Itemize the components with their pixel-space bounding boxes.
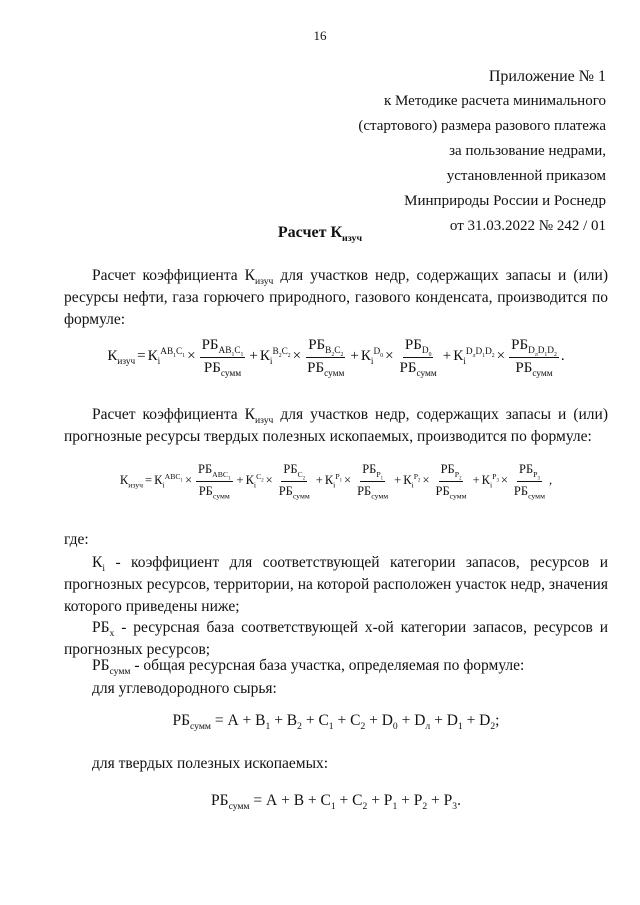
solid-label: для твердых полезных ископаемых:: [92, 755, 329, 772]
formula-rhs: = $А + В_1 + В_2 + С_1 + С_2 + D_0 + D_л + D_1 + D_2$;: [211, 712, 500, 733]
appendix-line: установленной приказом: [446, 168, 606, 184]
where-label: где:: [64, 531, 89, 548]
hydrocarbon-label: для углеводородного сырья:: [92, 680, 277, 697]
appendix-line: Минприроды России и Роснедр: [404, 193, 606, 209]
definition-ki: [64, 552, 608, 618]
appendix-line: к Методике расчета минимального: [384, 93, 606, 109]
appendix-line: (стартового) размера разового платежа: [358, 118, 606, 134]
para-text: Расчет коэффициента К: [92, 406, 256, 423]
formula-row: $К_{изуч}$ = $К_i^{ABC_1}$ × $\frac{РБ_{ABC_1}}{РБ_{сумм}}$ + $К_i^{C_2}$ × $\frac{РБ_{C_2}}{РБ_{сумм}}$ + $К_i^{P_1}$ × $\frac{РБ_{P_1}}{РБ_{сумм}}$ + $К_i^{P_2}$ × $\frac{РБ_{P_2}}{РБ_{сумм}}$ + $К_i^{P_3}$ × $\frac{РБ_{P_3}}{РБ_{сумм}}$ ,: [119, 462, 553, 501]
appendix-block: [358, 64, 606, 239]
formula-rbsum-hydrocarbon: [64, 712, 608, 733]
para-text: для участков недр, содержащих запасы и (или) ресурсы нефти, газа горючего природного, газового конденсата, производится по формуле:: [64, 267, 608, 328]
def-text: - общая ресурсная база участка, определяемая по формуле:: [130, 657, 525, 674]
formula-k-hydrocarbon: [64, 337, 608, 377]
appendix-line: от 31.03.2022 № 242 / 01: [449, 218, 606, 234]
formula-lhs-sub: сумм: [228, 801, 250, 813]
heading-text: Расчет К: [277, 224, 343, 241]
section-heading: [0, 224, 640, 245]
def-symbol: К: [92, 554, 103, 571]
formula-rbsum-solid: [64, 792, 608, 813]
def-subscript: i: [102, 563, 106, 575]
formula-rhs: = $А + В + С_1 + С_2 + Р_1 + Р_2 + Р_3$.: [249, 792, 461, 813]
formula-k-solid: [64, 462, 608, 499]
formula-lhs-sub: сумм: [190, 721, 211, 733]
page-number: 16: [313, 28, 327, 43]
para-subscript: изуч: [255, 276, 274, 288]
def-subscript: сумм: [109, 666, 131, 678]
formula-lhs: РБ: [211, 792, 229, 809]
heading-subscript: изуч: [342, 233, 363, 245]
def-symbol: РБ: [92, 657, 110, 674]
para-text: для участков недр, содержащих запасы и (или) прогнозные ресурсы твердых полезных ископаемых, производится по формуле:: [64, 406, 608, 445]
para-text: Расчет коэффициента К: [92, 267, 256, 284]
intro-paragraph-oil-gas: [64, 265, 608, 331]
appendix-line: Приложение № 1: [488, 68, 606, 85]
para-subscript: изуч: [255, 415, 274, 427]
def-subscript: х: [109, 628, 115, 640]
formula-row: $К_{изуч}$ = $К_i^{AB_1C_1}$ × $\frac{РБ_{AB_1C_1}}{РБ_{сумм}}$ + $К_i^{B_2C_2}$ × $\frac{РБ_{B_2C_2}}{РБ_{сумм}}$ + $К_i^{D_0}$ × $\frac{РБ_{D_0}}{РБ_{сумм}}$ + $К_i^{D_лD_1D_2}$ × $\frac{РБ_{D_лD_1D_2}}{РБ_{сумм}}$ .: [107, 337, 565, 379]
formula-lhs: РБ: [172, 712, 191, 729]
def-symbol: РБ: [92, 619, 110, 636]
intro-paragraph-solid: [64, 404, 608, 448]
appendix-line: за пользование недрами,: [449, 143, 606, 159]
definition-rbsum: [64, 655, 608, 677]
def-text: - ресурсная база соответствующей х-ой категории запасов, ресурсов и прогнозных ресурсов;: [64, 619, 608, 658]
def-text: - коэффициент для соответствующей категории запасов, ресурсов и прогнозных ресурсов, территории, на которой расположен участок недр, значения которого приведены ниже;: [64, 554, 608, 615]
